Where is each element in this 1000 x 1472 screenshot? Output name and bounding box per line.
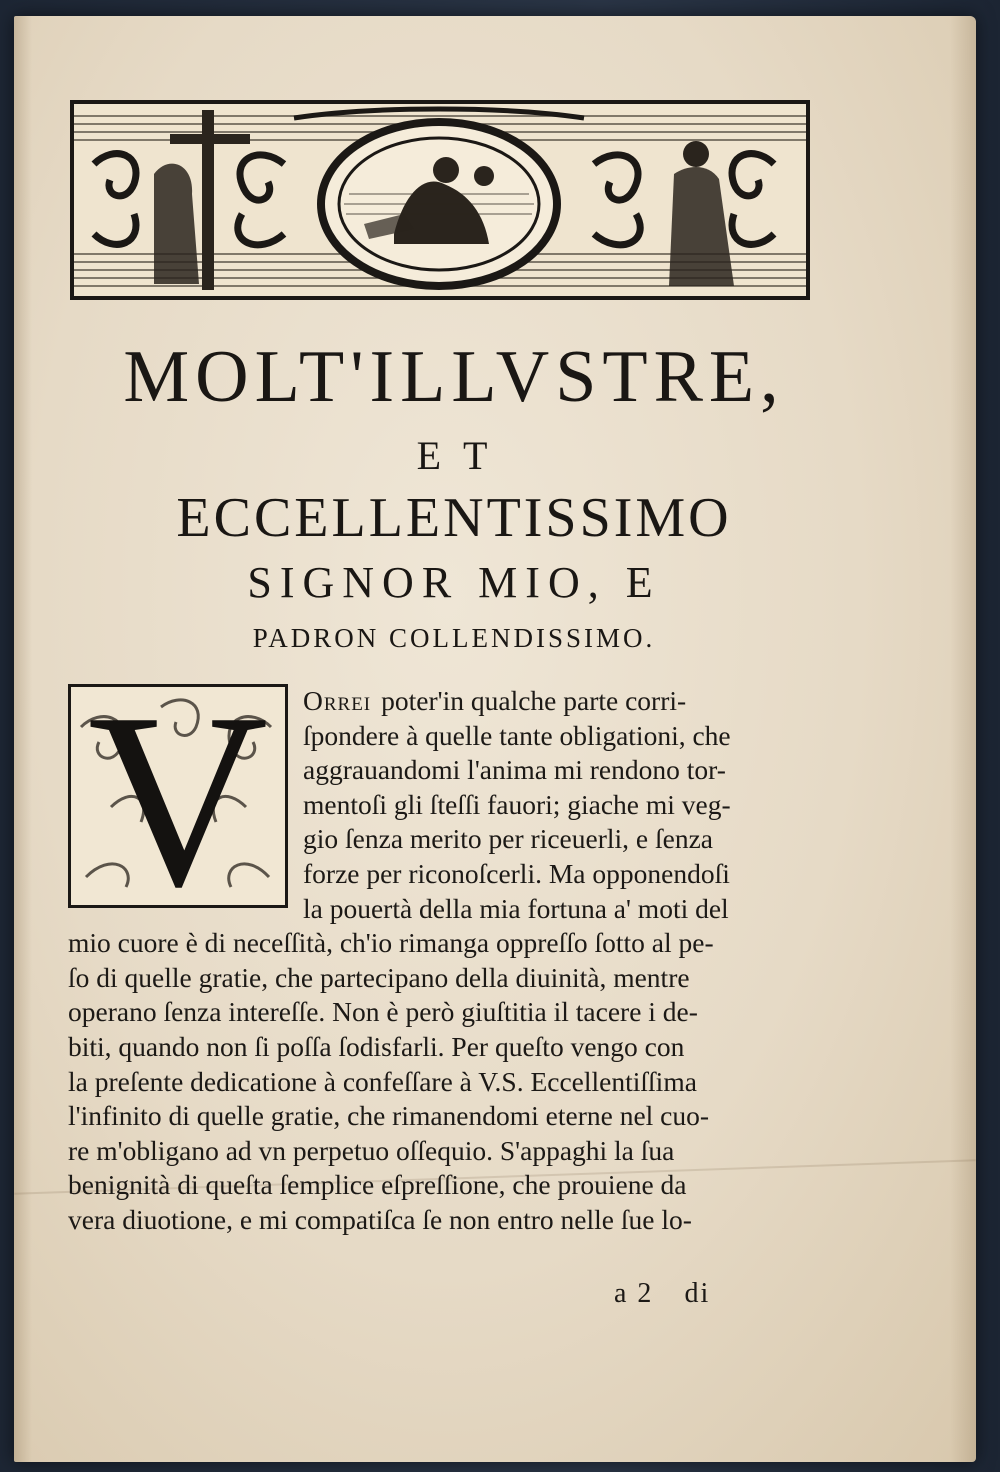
body-line-15: benignità di queſta ſemplice eſpreſſione, che prouiene da: [68, 1169, 687, 1201]
body-line-14: re m'obligano ad vn perpetuo oſſequio. S'appaghi la ſua: [68, 1134, 675, 1166]
title-line-5: PADRON COLLENDISSIMO.: [252, 623, 656, 653]
title-line-3: ECCELLENTISSIMO: [176, 487, 732, 549]
body-line-text: poter'in qualche parte corri-: [381, 685, 687, 716]
dedication-title: [54, 334, 854, 656]
body-line-2: ſpondere à quelle tante obligationi, che: [303, 719, 731, 751]
body-line-16: vera diuotione, e mi compatiſca ſe non entro nelle ſue lo-: [68, 1203, 692, 1235]
page-left-shadow: [14, 16, 32, 1462]
body-line-12: la preſente dedicatione à confeſſare à V.S. Eccellentiſſima: [68, 1065, 697, 1097]
dedication-body: [68, 684, 828, 1238]
body-line-7: la pouertà della mia fortuna a' moti del: [303, 892, 729, 924]
body-line-11: biti, quando non ſi poſſa ſodisfarli. Per queſto vengo con: [68, 1030, 685, 1062]
title-line-2: ET: [416, 433, 510, 478]
title-line-1: MOLT'ILLVSTRE,: [123, 336, 785, 418]
title-line-4: SIGNOR MIO, E: [247, 558, 661, 607]
body-line-4: mentoſi gli ſteſſi fauori; giache mi veg-: [303, 788, 731, 820]
body-line-8: mio cuore è di neceſſità, ch'io rimanga oppreſſo ſotto al pe-: [68, 927, 714, 959]
body-line-13: l'infinito di quelle gratie, che rimanendomi eterne nel cuo-: [68, 1100, 710, 1132]
body-lead-word: Orrei: [303, 685, 372, 716]
signature-mark: a 2: [614, 1278, 654, 1309]
body-line-6: forze per riconoſcerli. Ma opponendoſi: [303, 857, 730, 889]
initial-letter: V: [87, 684, 269, 908]
body-line-9: ſo di quelle gratie, che partecipano della diuinità, mentre: [68, 961, 690, 993]
body-line-1: [68, 684, 828, 719]
catchword: di: [684, 1278, 711, 1309]
woodcut-headpiece: [70, 100, 810, 300]
book-page: [14, 16, 976, 1462]
signature-footer: [614, 1278, 710, 1310]
body-line-10: operano ſenza intereſſe. Non è però giuſtitia il tacere i de-: [68, 996, 698, 1028]
body-line-3: aggrauandomi l'anima mi rendono tor-: [303, 754, 726, 786]
page-right-shadow: [950, 16, 976, 1462]
body-line-5: gio ſenza merito per riceuerli, e ſenza: [303, 823, 713, 855]
headpiece-illustration: [74, 104, 806, 296]
